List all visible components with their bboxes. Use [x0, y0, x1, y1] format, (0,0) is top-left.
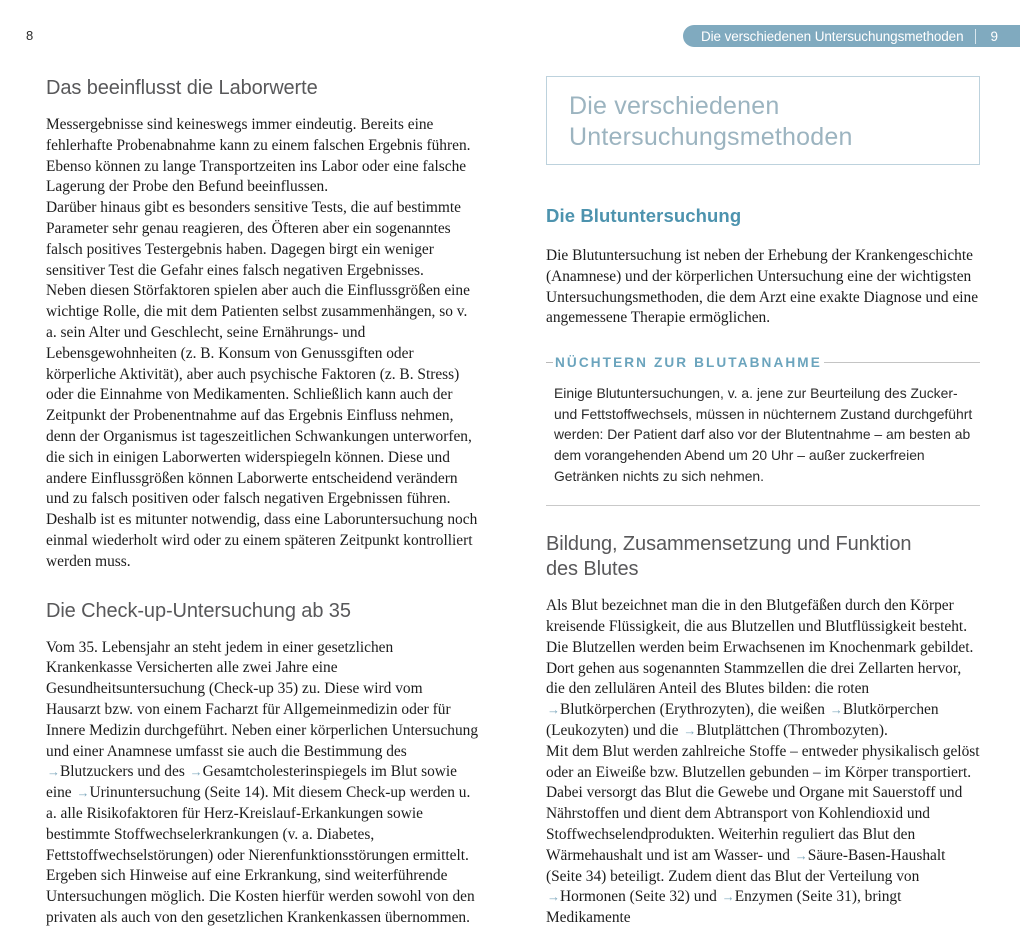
- xref-target-erythrozyten: Blutkörperchen (Erythrozyten), die weißen: [560, 701, 829, 719]
- xref-arrow-icon: →: [47, 764, 59, 780]
- running-head-divider: [975, 29, 976, 44]
- xref-arrow-icon: →: [547, 889, 559, 905]
- xref-target-urinuntersuchung: Urinuntersuchung (Seite 14).: [89, 784, 273, 802]
- chapter-title-box: [546, 76, 980, 165]
- heading-bildung-zusammensetzung-funktion: [546, 532, 980, 582]
- callout-body-text: Einige Blutuntersuchungen, v. a. jene zur Beurteilung des Zucker- und Fettstoffwechsels, müssen in nüchternem Zustand durchgeführt werden: Der Patient darf also vor der Blutentnahme – am besten ab dem vorangehenden Abend um 20 Uhr – außer zuckerfreien Getränken nichts zu sich nehmen.: [554, 385, 973, 484]
- running-head-title: Die verschiedenen Untersuchungsmethoden: [700, 28, 964, 44]
- callout-leading-dash-icon: [546, 362, 553, 364]
- xref-target-enzyme: Enzymen (Seite 31), bringt Medikamente: [546, 888, 902, 927]
- xref-target-leukozyten: Blutkörperchen (Leukozyten) und die: [546, 701, 939, 739]
- paragraph-text: Vom 35. Lebensjahr an steht jedem in einer gesetzlichen Krankenkasse Versicherten alle zwei Jahre eine Gesundheitsuntersuchung (Check-up 35) zu. Diese wird vom Hausarzt bzw. von einem Facharzt für Allgemeinmedizin oder für Innere Medizin durchgeführt. Neben einer körperlichen Untersuchung und einer Anamnese umfasst sie auch die Bestimmung des: [46, 638, 479, 760]
- heading-line-1: Bildung, Zusammensetzung und Funktion: [546, 533, 912, 556]
- section-spacer: [46, 573, 480, 599]
- xref-arrow-icon: →: [76, 785, 89, 801]
- paragraph-check-up: [46, 638, 480, 929]
- paragraph: Messergebnisse sind keineswegs immer eindeutig. Bereits eine fehlerhafte Probenabnahme kann zu einem falschen Ergebnis führen. Ebenso können zu lange Transportzeiten ins Labor oder eine falsche Lagerung der Probe den Befund beeinflussen.: [46, 116, 471, 196]
- callout-header-rule: [824, 362, 980, 363]
- callout-nuechtern-zur-blutabnahme: [546, 355, 980, 506]
- left-page-column: [46, 76, 480, 929]
- paragraph-blutzellen: [546, 596, 980, 742]
- xref-arrow-icon: →: [721, 889, 734, 905]
- paragraph: Neben diesen Störfaktoren spielen aber auch die Einflussgrößen eine wichtige Rolle, die mit dem Patienten selbst zusammenhängen, so v. a. sein Alter und Geschlecht, seine Ernährungs- und Lebensgewohnheiten (z. B. Konsum von Genussgiften oder körperliche Aktivität), aber auch psychische Faktoren (z. B. Stress) oder die Einnahme von Medikamenten. Schließlich kann auch der Zeitpunkt der Probenentnahme auf das Ergebnis Einfluss nehmen, denn der Organismus ist tageszeitlichen Schwankungen unterworfen, die sich in einigen Laborwerten widerspiegeln können. Diese und andere Einflussgrößen können Laborwerte entscheidend verändern und zu falsch positiven oder falsch negativen Ergebnissen führen. Deshalb ist es mitunter notwendig, dass eine Laboruntersuchung noch einmal wiederholt wird oder zu einem späteren Zeitpunkt kontrolliert werden muss.: [46, 282, 478, 570]
- xref-arrow-icon: →: [683, 722, 696, 738]
- paragraph-text: Als Blut bezeichnet man die in den Blutgefäßen durch den Körper kreisende Flüssigkeit, die aus Blutzellen und Blutflüssigkeit besteht. Die Blutzellen werden beim Erwachsenen im Knochenmark gebildet. Dort gehen aus sogenannten Stammzellen die drei Zellarten hervor, die den zellulären Anteil des Blutes bilden: die roten: [546, 597, 974, 698]
- heading-das-beeinflusst-die-laborwerte: Das beeinflusst die Laborwerte: [46, 77, 318, 99]
- xref-arrow-icon: →: [547, 702, 559, 718]
- heading-die-blutuntersuchung: Die Blutuntersuchung: [546, 205, 742, 226]
- paragraph-transport: [546, 742, 980, 929]
- xref-target-hormone: Hormonen (Seite 32) und: [560, 888, 721, 906]
- chapter-title-line-1: Die verschiedenen: [569, 92, 780, 120]
- folio-right-page: 9: [990, 28, 998, 44]
- paragraph: Darüber hinaus gibt es besonders sensitive Tests, die auf bestimmte Parameter sehr genau reagieren, des Öfteren aber ein sogenanntes falsch positives Testergebnis haben. Dagegen birgt ein weniger sensitiver Test die Gefahr eines falsch negativen Ergebnisses.: [46, 199, 461, 279]
- heading-die-check-up-untersuchung-ab-35: Die Check-up-Untersuchung ab 35: [46, 599, 351, 622]
- callout-header: [546, 355, 980, 370]
- xref-arrow-icon: →: [794, 847, 807, 863]
- paragraph-text: Mit diesem Check-up werden u. a. alle Risikofaktoren für Herz-Kreislauf-Erkankungen sowie bestimmte Stoffwechselerkrankungen (v. a. Diabetes, Fettstoffwechselstörungen) oder Nierenfunktionsstörungen ermittelt. Ergeben sich Hinweise auf eine Erkrankung, sind weiterführende Untersuchungen möglich. Die Kosten hierfür werden sowohl von den privaten als auch von den gesetzlichen Krankenkassen übernommen.: [46, 784, 475, 926]
- callout-bottom-rule: [546, 505, 980, 506]
- heading-line-2: des Blutes: [546, 558, 639, 581]
- running-head-tab: [683, 25, 1020, 47]
- xref-target-gesamtcholesterin: Gesamtcholesterinspiegels im Blut sowie eine: [46, 763, 457, 802]
- xref-arrow-icon: →: [829, 702, 842, 718]
- right-page-column: [546, 76, 980, 929]
- xref-target-saure-basen-haushalt: Säure-Basen-Haushalt (Seite 34) beteiligt. Zudem dient das Blut der Verteilung von: [546, 846, 946, 885]
- callout-title: NÜCHTERN ZUR BLUTABNAHME: [555, 355, 822, 371]
- paragraph-text: Mit dem Blut werden zahlreiche Stoffe – entweder physikalisch gelöst oder an Eiweiße bzw. Blutzellen gebunden – im Körper transportiert. Dabei versorgt das Blut die Gewebe und Organe mit Sauerstoff und Nährstoffen und dient dem Abtransport von Kohlendioxid und Stoffwechselendprodukten. Weiterhin reguliert das Blut den Wärmehaushalt und ist am Wasser- und: [546, 742, 980, 864]
- running-head: [0, 0, 1020, 60]
- xref-target-blutzucker: Blutzuckers und des: [60, 763, 189, 781]
- xref-target-thrombozyten: Blutplättchen (Thrombozyten).: [696, 721, 888, 739]
- paragraph: Die Blutuntersuchung ist neben der Erhebung der Krankengeschichte (Anamnese) und der körperlichen Untersuchung eine der wichtigsten Untersuchungsmethoden, die dem Arzt eine exakte Diagnose und eine angemessene Therapie ermöglichen.: [546, 247, 979, 327]
- chapter-title-line-2: Untersuchungsmethoden: [569, 123, 853, 151]
- xref-arrow-icon: →: [189, 764, 202, 780]
- folio-left-page: 8: [26, 28, 34, 43]
